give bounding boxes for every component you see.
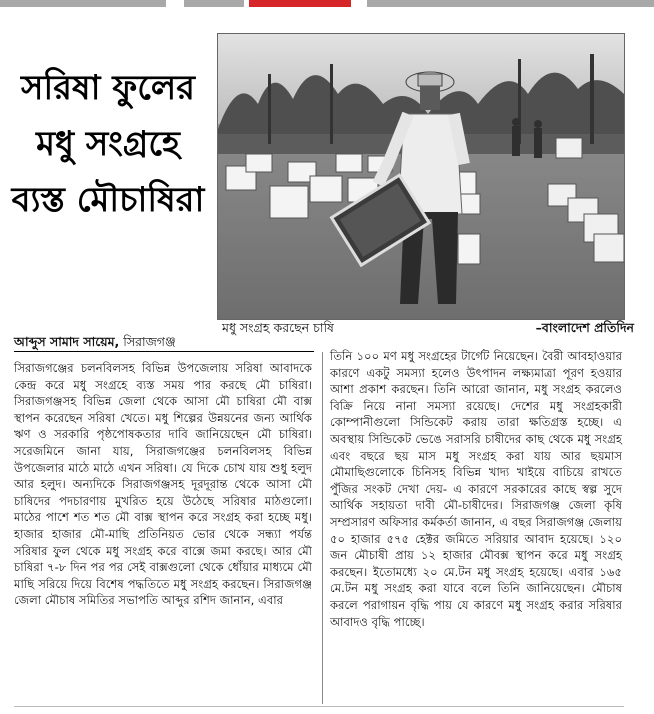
top-bar-grey-left — [0, 0, 166, 7]
column-divider — [322, 352, 323, 704]
top-bar-red — [249, 0, 351, 7]
photo-caption: মধু সংগ্রহ করছেন চাষি — [222, 320, 334, 335]
headline: সরিষা ফুলের মধু সংগ্রহে ব্যস্ত মৌচাষিরা — [11, 68, 205, 220]
byline-author: আব্দুস সামাদ সায়েম, — [14, 334, 120, 349]
byline-location: সিরাজগঞ্জ — [123, 334, 176, 349]
top-color-bar — [0, 0, 654, 7]
beekeeper-photo-icon — [218, 34, 624, 319]
byline-divider — [14, 351, 314, 352]
article-column-2: তিনি ১০০ মণ মধু সংগ্রহের টার্গেট নিয়েছেন। বৈরী আবহাওয়ার কারণে একটু সমস্যা হলেও উৎপাদন লক্ষ্যমাত্রা পূরণ হওয়ার আশা প্রকাশ করছেন। তিনি আরো জানান, মধু সংগ্রহ করলেও বিক্রি নিয়ে নানা সমস্যা রয়েছে। দেশের মধু সংগ্রহকারী কোম্পানীগুলো সিন্ডিকেট করায় তারা ক্ষতিগ্রস্ত হচ্ছে। এ অবস্থায় সিন্ডিকেট ভেঙে সরাসরি চাষীদের কাছ থেকে মধু সংগ্রহ এবং বছরে ছয় মাস মধু সংগ্রহ করা যায় আর ছয়মাস মৌমাছিগুলোকে চিনিসহ বিভিন্ন খাদ্য খাইয়ে বাচিয়ে রাখতে পুঁজির সংকট দেখা দেয়- এ কারণে সরকারের কাছে স্বল্প সুদে আর্থিক সহায়তা দাবী মৌ-চাষীদের। সিরাজগঞ্জ জেলা কৃষি সম্প্রসারণ অফিসার কর্মকর্তা জানান, এ বছর সিরাজগঞ্জ জেলায় ৫০ হাজার ৫৭৫ হেক্টর জমিতে সরিয়ার আবাদ হয়েছে। ১২০ জন মৌচাষী প্রায় ১২ হাজার মৌবক্স স্থাপন করে মধু সংগ্রহ করছেন। ইতোমধ্যে ২০ মে.টন মধু সংগ্রহ হয়েছে। এবার ১৬৫ মে.টন মধু সংগ্রহ করা যাবে বলে তিনি জানিয়েছেন। মৌচাষ করলে পরাগায়ন বৃদ্ধি পায় যে কারণে মধু সংগ্রহ করার সরিষার আবাদও বৃদ্ধি পাচ্ছে। — [330, 349, 622, 629]
beekeeper-photo — [217, 33, 625, 320]
top-bar-grey-right — [367, 0, 654, 7]
photo-credit: –বাংলাদেশ প্রতিদিন — [535, 320, 634, 335]
bottom-divider — [14, 706, 624, 707]
top-bar-grey-mid — [184, 0, 244, 7]
article-column-1: সিরাজগঞ্জের চলনবিলসহ বিভিন্ন উপজেলায় সরিষা আবাদকে কেন্দ্র করে মধু সংগ্রহে ব্যস্ত সময় পার করছে মৌ চাষিরা। সিরাজগঞ্জসহ বিভিন্ন জেলা থেকে আসা মৌ চাষিরা মৌ বাক্স স্থাপন করেছেন সরিষা খেতে। মধু শিল্পের উন্নয়নের জন্য আর্থিক ঋণ ও সরকারি পৃষ্ঠপোষকতার দাবি জানিয়েছেন মৌ চাষিরা। সরেজমিনে জানা যায়, সিরাজগঞ্জের চলনবিলসহ বিভিন্ন উপজেলার মাঠে মাঠে এখন সরিষা। যে দিকে চোখ যায় শুধু হলুদ আর হলুদ। অন্যদিকে সিরাজগঞ্জসহ দূরদূরান্ত থেকে আসা মৌ চাষিদের পদচারণায় মুখরিত হয়ে উঠেছে সরিষার মাঠগুলো। মাঠের পাশে শত শত মৌ বাক্স স্থাপন করে সংগ্রহ করা হচ্ছে মধু। হাজার হাজার মৌ-মাছি প্রতিনিয়ত ভোর থেকে সন্ধ্যা পর্যন্ত সরিষার ফুল থেকে মধু সংগ্রহ করে বাক্সে জমা করছে। আর মৌ চাষিরা ৭-৮ দিন পর পর সেই বাক্সগুলো থেকে ধোঁয়ার মাধ্যমে মৌ মাছি সরিয়ে দিয়ে বিশেষ পদ্ধতিতে মধু সংগ্রহ করছেন। সিরাজগঞ্জ জেলা মৌচাষ সমিতির সভাপতি আব্দুর রশিদ জানান, এবার — [14, 361, 312, 608]
